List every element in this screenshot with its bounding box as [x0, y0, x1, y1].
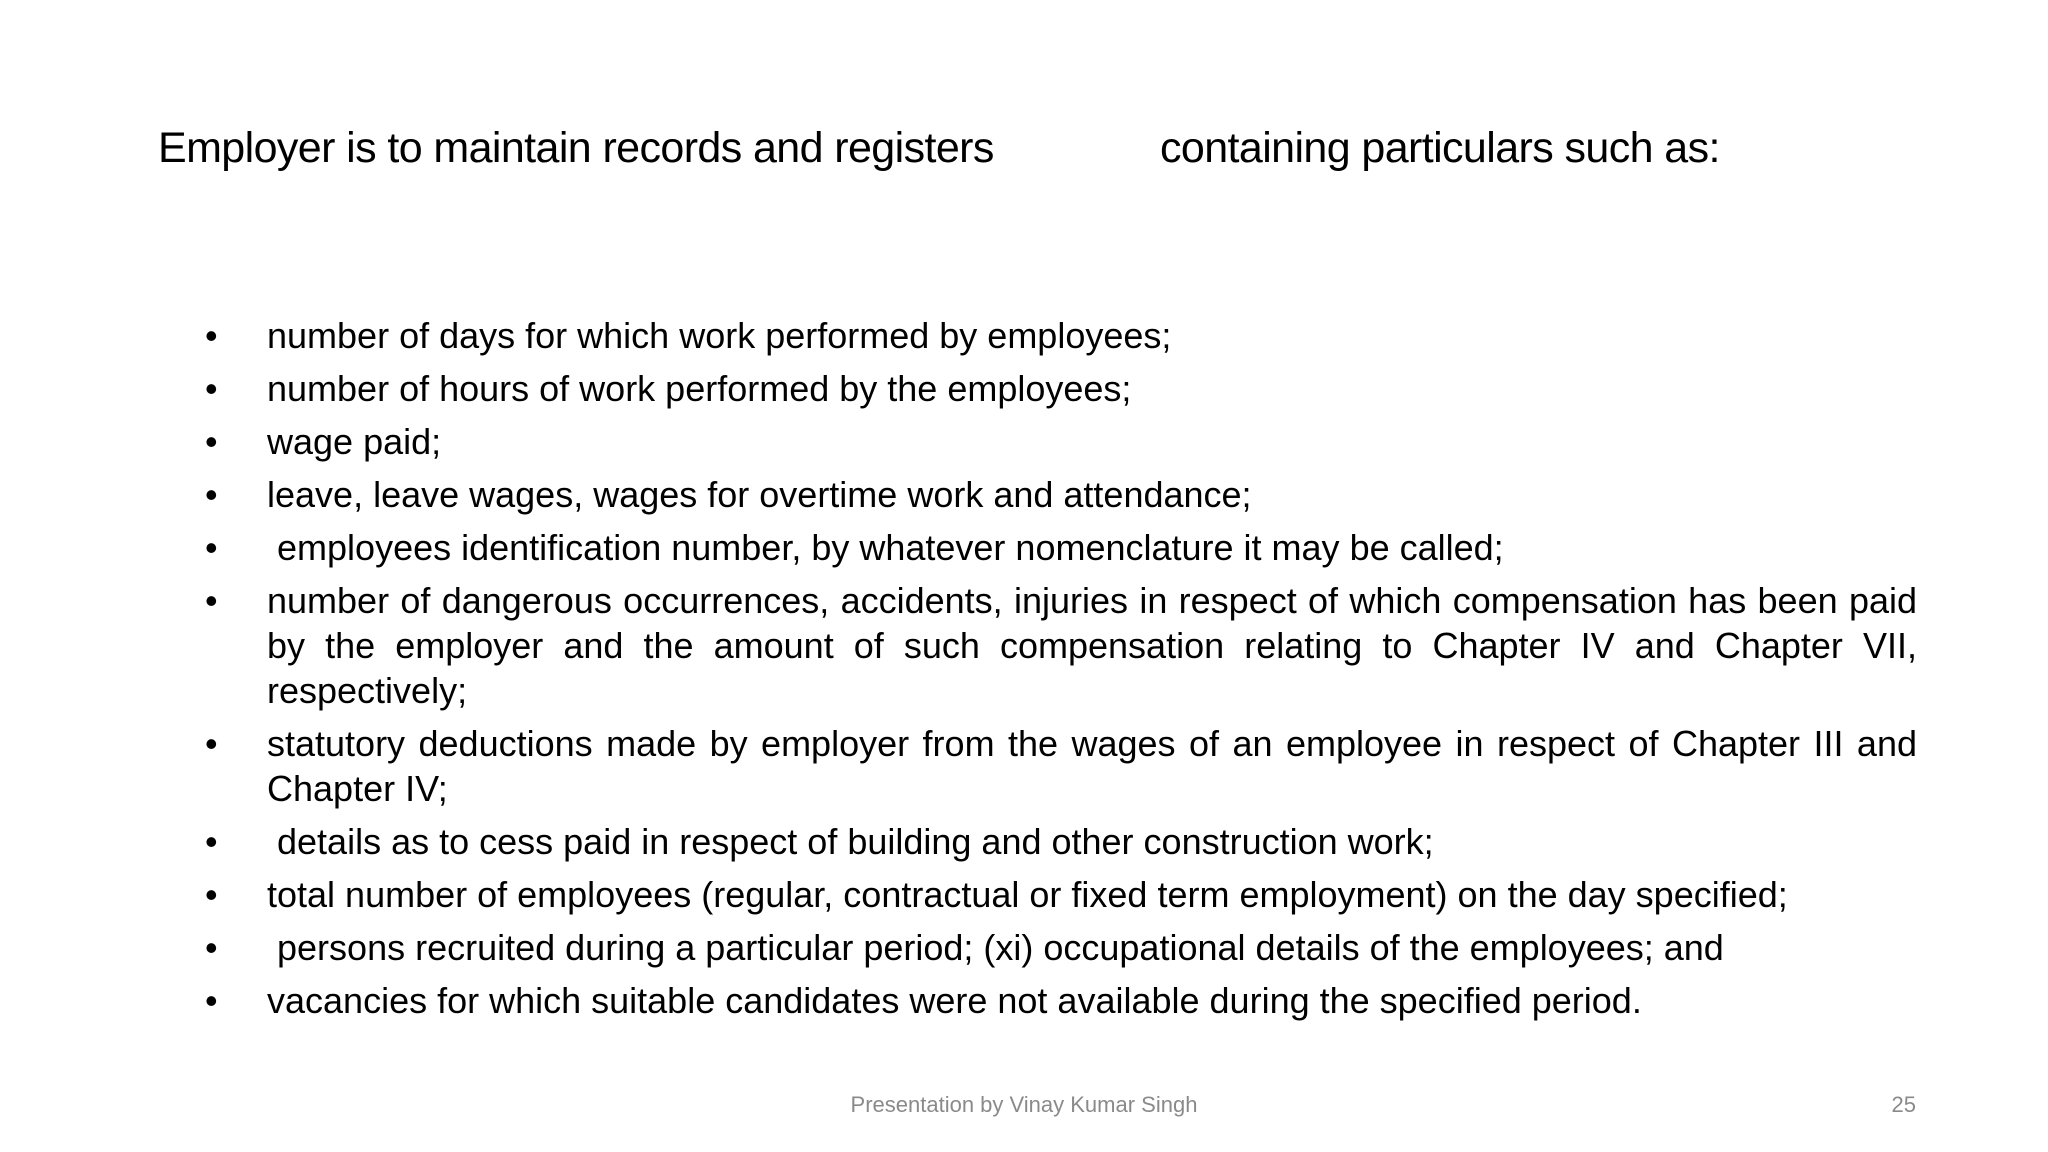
bullet-icon: •	[205, 723, 218, 764]
bullet-icon: •	[205, 874, 218, 915]
list-item-text: number of hours of work performed by the employees;	[267, 368, 1132, 409]
list-item	[205, 978, 1917, 1023]
bullet-icon: •	[205, 580, 218, 621]
list-item-text: persons recruited during a particular period; (xi) occupational details of the employees; and	[267, 927, 1724, 968]
list-item	[205, 872, 1917, 917]
bullet-icon: •	[205, 821, 218, 862]
list-item-text: employees identification number, by whatever nomenclature it may be called;	[267, 527, 1504, 568]
list-item	[205, 366, 1917, 411]
list-item-text: number of dangerous occurrences, accidents, injuries in respect of which compensation has been paid by the employer and the amount of such compensation relating to Chapter IV and Chapter VII, respectively;	[267, 580, 1917, 711]
bullet-icon: •	[205, 927, 218, 968]
slide-title-part-b: containing particulars such as:	[1160, 124, 1720, 172]
list-item	[205, 419, 1917, 464]
list-item-text: wage paid;	[267, 421, 442, 462]
bullet-list	[205, 313, 1917, 1031]
list-item	[205, 578, 1917, 713]
list-item-text: leave, leave wages, wages for overtime work and attendance;	[267, 474, 1252, 515]
list-item	[205, 721, 1917, 811]
list-item	[205, 819, 1917, 864]
bullet-icon: •	[205, 315, 218, 356]
list-item-text: total number of employees (regular, contractual or fixed term employment) on the day specified;	[267, 874, 1788, 915]
bullet-icon: •	[205, 474, 218, 515]
slide-title	[158, 118, 1918, 178]
list-item-text: vacancies for which suitable candidates were not available during the specified period.	[267, 980, 1642, 1021]
bullet-icon: •	[205, 421, 218, 462]
list-item	[205, 472, 1917, 517]
list-item	[205, 925, 1917, 970]
slide-footer: Presentation by Vinay Kumar Singh	[850, 1092, 1198, 1117]
slide-title-part-a: Employer is to maintain records and registers	[158, 124, 994, 172]
bullet-icon: •	[205, 368, 218, 409]
list-item	[205, 313, 1917, 358]
list-item	[205, 525, 1917, 570]
list-item-text: number of days for which work performed by employees;	[267, 315, 1172, 356]
list-item-text: statutory deductions made by employer from the wages of an employee in respect of Chapter III and Chapter IV;	[267, 723, 1917, 809]
list-item-text: details as to cess paid in respect of building and other construction work;	[267, 821, 1434, 862]
bullet-icon: •	[205, 980, 218, 1021]
page-number: 25	[1891, 1092, 1916, 1117]
bullet-icon: •	[205, 527, 218, 568]
